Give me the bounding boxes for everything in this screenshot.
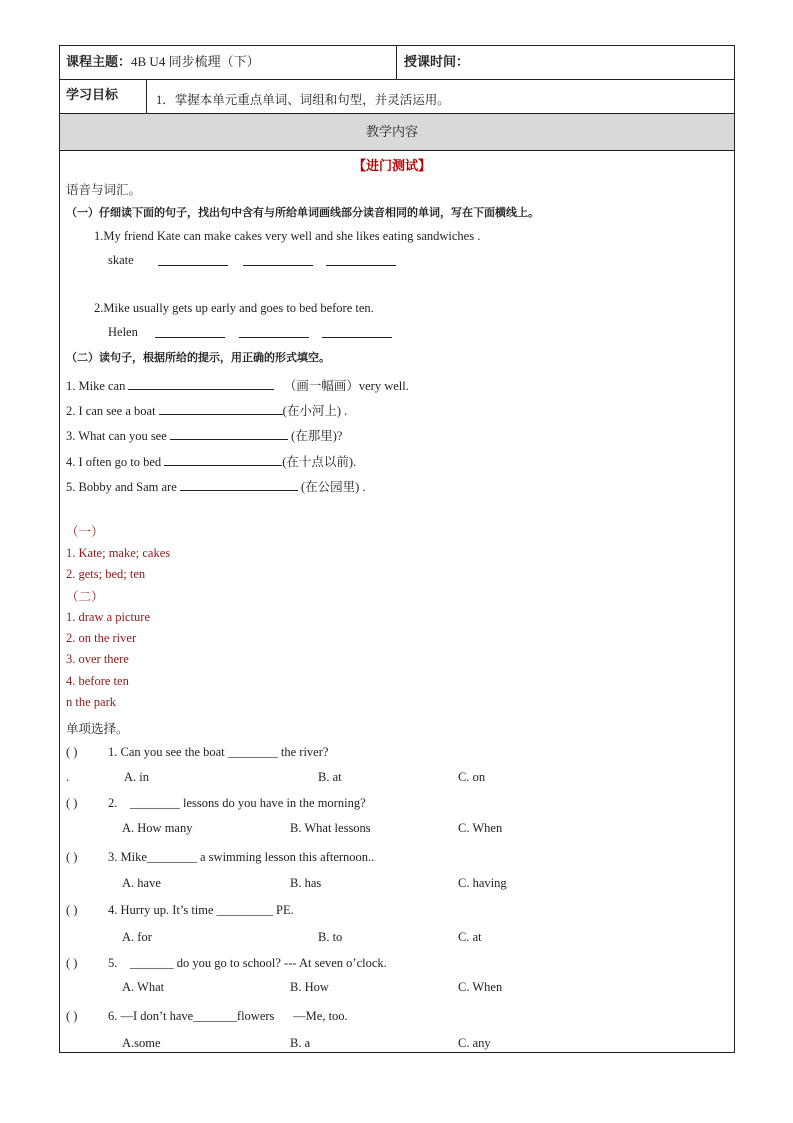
fill-q2-blank[interactable] [159, 403, 283, 415]
fill-q4-hint: (在十点以前). [282, 455, 357, 469]
mcq-paren[interactable]: ( ) [66, 903, 78, 917]
goal-value: 1．掌握本单元重点单词、词组和句型，并灵活运用。 [156, 93, 450, 107]
mcq-q6-option-a[interactable]: A.some [122, 1036, 161, 1050]
answer-heading-1: （一） [66, 525, 104, 539]
mcq-heading: 单项选择。 [66, 722, 129, 736]
fill-q5-hint: (在公园里) . [301, 480, 366, 494]
mcq-question-1: 1. Can you see the boat ________ the river? [108, 745, 329, 759]
answer-line[interactable] [239, 326, 309, 338]
section-title: 【进门测试】 [353, 158, 432, 173]
table-border-left [59, 45, 60, 1053]
mcq-question-6: 6. —I don’t have_______flowers —Me, too. [108, 1009, 348, 1023]
fill-q3-blank[interactable] [170, 428, 288, 440]
answer-line[interactable] [326, 254, 396, 266]
course-cell [66, 51, 260, 70]
mcq-q6-option-b[interactable]: B. a [290, 1036, 311, 1050]
content-label: 教学内容 [366, 124, 419, 139]
fill-q4-text: 4. I often go to bed [66, 455, 162, 469]
phonics-word-1: skate [108, 253, 134, 267]
fill-q5-blank[interactable] [180, 479, 298, 491]
fill-q3-text: 3. What can you see [66, 429, 167, 443]
mcq-q1-option-b[interactable]: B. at [318, 770, 342, 784]
course-value: 4B U4 同步梳理（下） [131, 54, 260, 69]
fill-q1-text: 1. Mike can [66, 379, 126, 393]
mcq-paren[interactable]: ( ) [66, 745, 78, 759]
table-border-right [734, 45, 735, 1053]
mcq-q3-option-b[interactable]: B. has [290, 876, 322, 890]
mcq-q2-option-c[interactable]: C. When [458, 821, 503, 835]
mcq-question-2: 2. ________ lessons do you have in the morning? [108, 796, 366, 810]
table-col-divider-2 [146, 79, 147, 113]
mcq-question-3: 3. Mike________ a swimming lesson this afternoon.. [108, 850, 375, 864]
answer-line[interactable] [155, 326, 225, 338]
fill-question-1 [66, 376, 409, 394]
answer-2-3: 3. over there [66, 652, 129, 666]
mcq-q3-option-c[interactable]: C. having [458, 876, 507, 890]
phonics-sentence-1: 1.My friend Kate can make cakes very well and she likes eating sandwiches . [94, 229, 481, 243]
fill-q5-text: 5. Bobby and Sam are [66, 480, 177, 494]
phonics-heading: 语音与词汇。 [66, 183, 142, 197]
answer-2-1: 1. draw a picture [66, 610, 150, 624]
table-col-divider-1 [396, 45, 397, 79]
fill-q1-hint: （画一幅画）very well. [283, 379, 409, 393]
fill-q2-text: 2. I can see a boat [66, 404, 156, 418]
mcq-q5-option-b[interactable]: B. How [290, 980, 329, 994]
mcq-q4-option-a[interactable]: A. for [122, 930, 152, 944]
fill-q2-hint: (在小河上) . [282, 404, 348, 418]
table-border-top [59, 45, 735, 46]
answer-1-1: 1. Kate; make; cakes [66, 546, 171, 560]
fill-question-4 [66, 452, 356, 470]
mcq-q3-option-a[interactable]: A. have [122, 876, 161, 890]
table-row-divider-1 [59, 79, 735, 80]
mcq-question-4: 4. Hurry up. It’s time _________ PE. [108, 903, 294, 917]
answer-heading-2: （二） [66, 590, 104, 604]
mcq-q6-option-c[interactable]: C. any [458, 1036, 491, 1050]
answer-line[interactable] [322, 326, 392, 338]
mcq-paren[interactable]: ( ) [66, 796, 78, 810]
mcq-q1-option-c[interactable]: C. on [458, 770, 486, 784]
answer-2-5: n the park [66, 695, 116, 709]
fill-question-3 [66, 426, 342, 444]
table-border-bottom [59, 1052, 735, 1053]
phonics-part2-title: （二）读句子，根据所给的提示，用正确的形式填空。 [66, 352, 330, 364]
mcq-q2-option-a[interactable]: A. How many [122, 821, 193, 835]
fill-q1-blank[interactable] [128, 378, 274, 390]
goal-label: 学习目标 [66, 87, 119, 102]
mcq-q1-option-a[interactable]: A. in [124, 770, 149, 784]
mcq-paren[interactable]: ( ) [66, 1009, 78, 1023]
answer-line[interactable] [243, 254, 313, 266]
answer-2-4: 4. before ten [66, 674, 129, 688]
mcq-paren[interactable]: ( ) [66, 956, 78, 970]
mcq-q1-dot: . [66, 770, 70, 784]
mcq-q5-option-a[interactable]: A. What [122, 980, 165, 994]
phonics-sentence-2: 2.Mike usually gets up early and goes to bed before ten. [94, 301, 374, 315]
mcq-question-5: 5. _______ do you go to school? --- At seven o’clock. [108, 956, 387, 970]
answer-1-2: 2. gets; bed; ten [66, 567, 146, 581]
phonics-word-2: Helen [108, 325, 138, 339]
mcq-q2-option-b[interactable]: B. What lessons [290, 821, 371, 835]
mcq-q4-option-c[interactable]: C. at [458, 930, 482, 944]
fill-q3-hint: (在那里)? [291, 429, 343, 443]
table-row-divider-2 [59, 113, 735, 114]
course-label: 课程主题： [66, 54, 132, 69]
answer-2-2: 2. on the river [66, 631, 137, 645]
table-row-divider-3 [59, 150, 735, 151]
answer-line[interactable] [158, 254, 228, 266]
time-label: 授课时间： [404, 54, 470, 69]
fill-q4-blank[interactable] [164, 454, 282, 466]
phonics-part1-title: （一）仔细读下面的句子，找出句中含有与所给单词画线部分读音相同的单词，写在下面横线上。 [66, 207, 539, 219]
mcq-paren[interactable]: ( ) [66, 850, 78, 864]
mcq-q5-option-c[interactable]: C. When [458, 980, 503, 994]
fill-question-2 [66, 401, 347, 419]
fill-question-5 [66, 477, 366, 495]
mcq-q4-option-b[interactable]: B. to [318, 930, 343, 944]
